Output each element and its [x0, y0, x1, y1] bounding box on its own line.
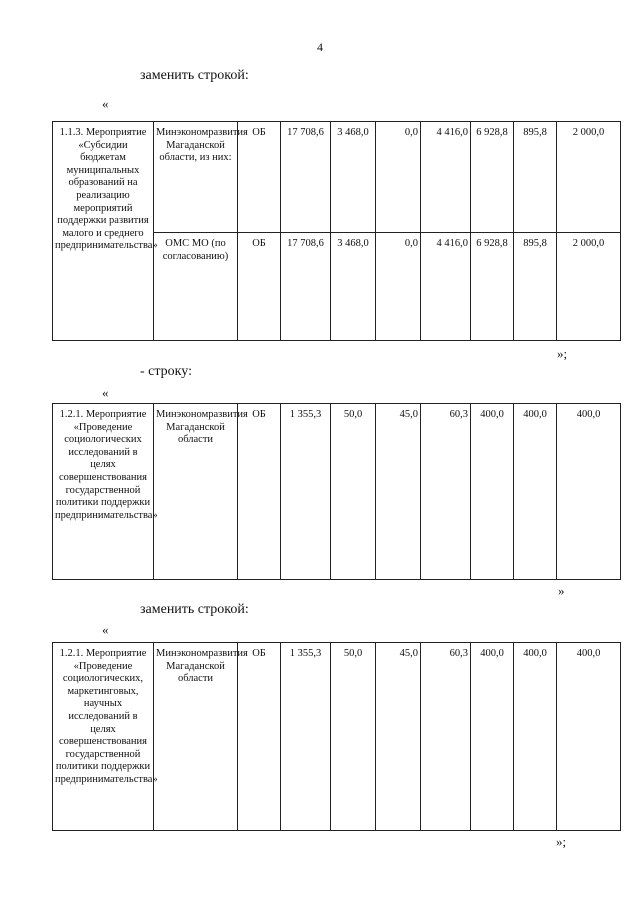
value-cell: 400,0 — [557, 643, 621, 831]
measure-table — [52, 403, 621, 580]
value-cell: 45,0 — [376, 643, 421, 831]
value-cell: 400,0 — [471, 643, 514, 831]
executor-cell: ОМС МО (по согласованию) — [154, 233, 238, 341]
measure-table — [52, 121, 621, 341]
close-mark: » — [558, 583, 565, 598]
value-cell: 2 000,0 — [557, 122, 621, 233]
value-cell: 895,8 — [514, 122, 557, 233]
value-cell: 895,8 — [514, 233, 557, 341]
page-number: 4 — [317, 40, 323, 54]
value-cell: 6 928,8 — [471, 233, 514, 341]
measure-name: 1.1.3. Мероприятие «Субсидии бюджетам муниципальных образований на реализацию мероприятий поддержки развития малого и среднего предпринимательства» — [53, 122, 154, 341]
value-cell: 400,0 — [471, 404, 514, 580]
close-mark: »; — [557, 346, 568, 361]
value-cell: 1 355,3 — [281, 643, 331, 831]
value-cell: 0,0 — [376, 122, 421, 233]
source-cell: ОБ — [238, 122, 281, 233]
section-heading: заменить строкой: — [140, 68, 249, 83]
value-cell: 17 708,6 — [281, 122, 331, 233]
open-quote: « — [102, 622, 109, 637]
section-heading: заменить строкой: — [140, 602, 249, 617]
value-cell: 400,0 — [557, 404, 621, 580]
value-cell: 0,0 — [376, 233, 421, 341]
executor-cell: Минэкономразвития Магаданской области — [154, 643, 238, 831]
value-cell: 3 468,0 — [331, 233, 376, 341]
measure-name: 1.2.1. Мероприятие «Проведение социологических, маркетинговых, научных исследований в целях совершенствования государственной политики поддержки предпринимательства» — [53, 643, 154, 831]
source-cell: ОБ — [238, 643, 281, 831]
measure-table — [52, 642, 621, 831]
value-cell: 3 468,0 — [331, 122, 376, 233]
value-cell: 50,0 — [331, 404, 376, 580]
value-cell: 4 416,0 — [421, 122, 471, 233]
table-row — [53, 122, 621, 233]
value-cell: 1 355,3 — [281, 404, 331, 580]
value-cell: 4 416,0 — [421, 233, 471, 341]
value-cell: 400,0 — [514, 643, 557, 831]
table-row — [53, 404, 621, 580]
executor-cell: Минэкономразвития Магаданской области, из них: — [154, 122, 238, 233]
value-cell: 17 708,6 — [281, 233, 331, 341]
value-cell: 60,3 — [421, 643, 471, 831]
value-cell: 400,0 — [514, 404, 557, 580]
value-cell: 2 000,0 — [557, 233, 621, 341]
measure-name: 1.2.1. Мероприятие «Проведение социологических исследований в целях совершенствования государственной политики поддержки предпринимательства» — [53, 404, 154, 580]
close-mark: »; — [556, 834, 567, 849]
table-row — [53, 643, 621, 831]
value-cell: 45,0 — [376, 404, 421, 580]
value-cell: 6 928,8 — [471, 122, 514, 233]
value-cell: 60,3 — [421, 404, 471, 580]
source-cell: ОБ — [238, 233, 281, 341]
open-quote: « — [102, 385, 109, 400]
source-cell: ОБ — [238, 404, 281, 580]
executor-cell: Минэкономразвития Магаданской области — [154, 404, 238, 580]
open-quote: « — [102, 96, 109, 111]
value-cell: 50,0 — [331, 643, 376, 831]
section-heading: - строку: — [140, 364, 192, 379]
